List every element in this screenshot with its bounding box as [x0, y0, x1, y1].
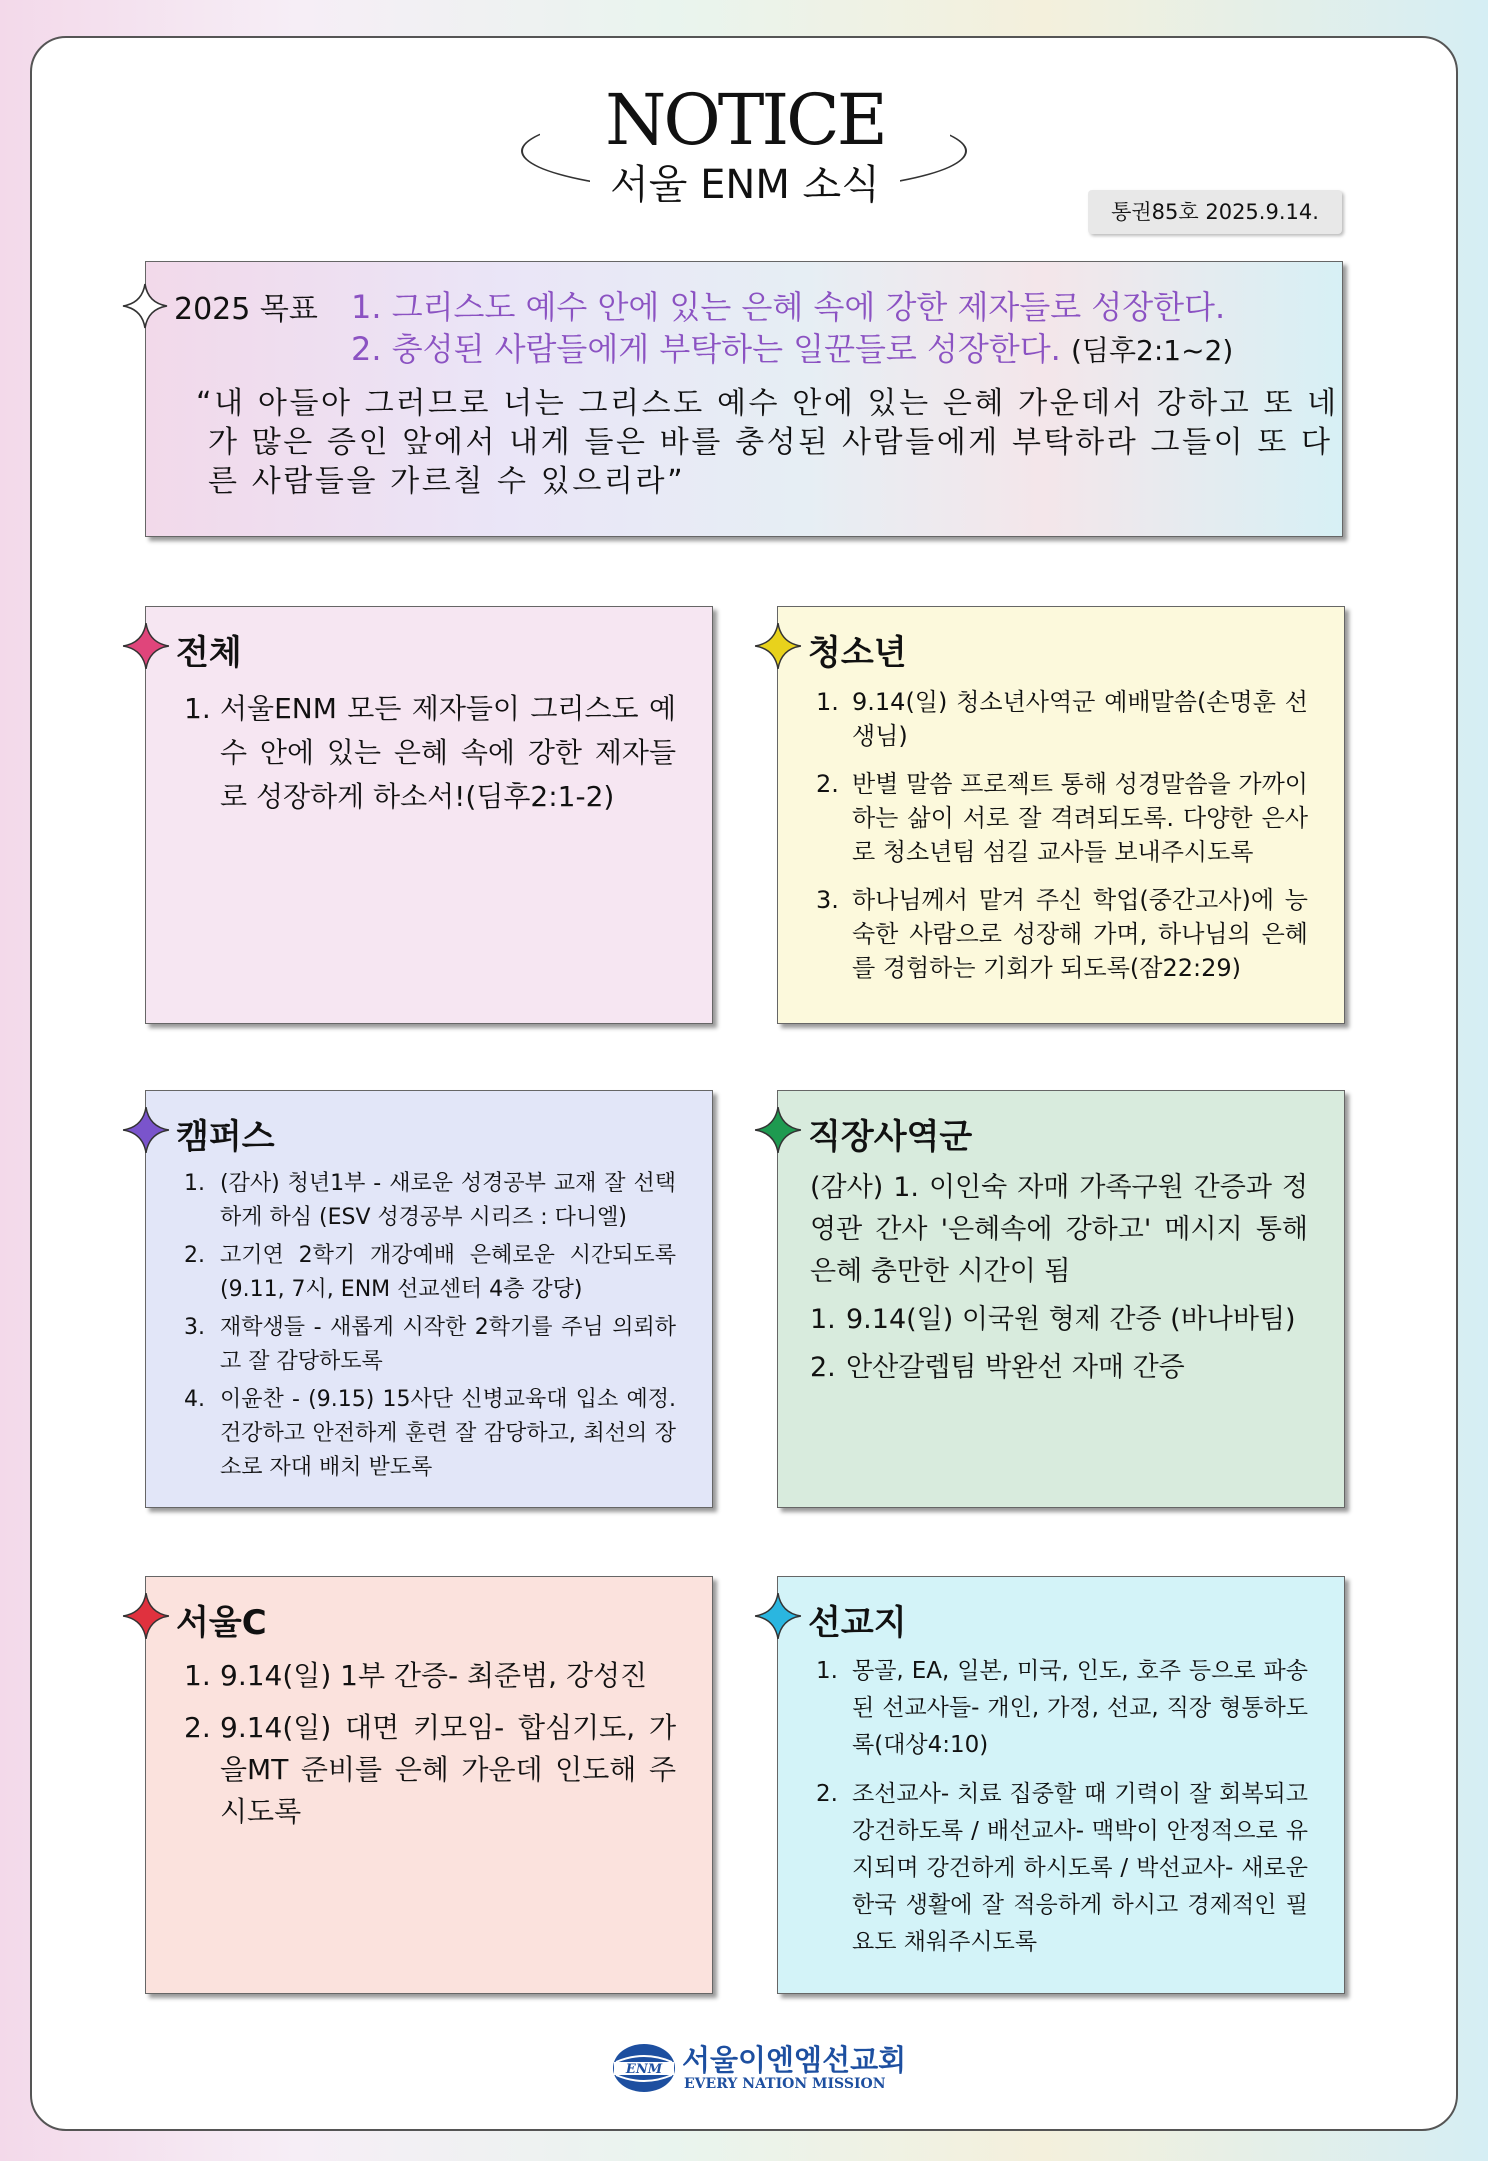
- list-item: 3. 재학생들 - 새롭게 시작한 2학기를 주님 의뢰하고 잘 감당하도록: [184, 1315, 676, 1374]
- mission-subtitle: EVERY NATION MISSION: [684, 2076, 886, 2092]
- goal-verse: [196, 384, 1339, 501]
- sparkle-red-icon: [121, 1591, 171, 1641]
- goal-line-2: [351, 324, 1233, 370]
- goal-line-2-text: 2. 충성된 사람들에게 부탁하는 일꾼들로 성장한다.: [351, 330, 1061, 368]
- list-item: 2. 9.14(일) 대면 키모임- 합심기도, 가을MT 준비를 은혜 가운데 인도해 주시도록: [184, 1711, 676, 1828]
- section-body: [184, 1167, 676, 1489]
- section-title: 직장사역군: [808, 1117, 973, 1157]
- verse-line: 른 사람들을 가르칠 수 있으리라”: [208, 464, 686, 499]
- list-item: 4. 이윤찬 - (9.15) 15사단 신병교육대 입소 예정. 건강하고 안전하게 훈련 잘 감당하고, 최선의 장소로 자대 배치 받도록: [184, 1387, 676, 1480]
- list-item: 3. 하나님께서 맡겨 주신 학업(중간고사)에 능숙한 사람으로 성장해 가며, 하나님의 은혜를 경험하는 기회가 되도록(잠22:29): [816, 886, 1308, 982]
- section-card-overall: [145, 606, 713, 1024]
- goal-label: 2025 목표: [174, 292, 318, 327]
- goal-box: [145, 261, 1343, 537]
- church-name: 서울이엔엠선교회: [682, 2043, 907, 2077]
- list-item: 1. 서울ENM 모든 제자들이 그리스도 예수 안에 있는 은혜 속에 강한 제자들로 성장하게 하소서!(딤후2:1-2): [184, 692, 676, 813]
- sparkle-green-icon: [753, 1105, 803, 1155]
- section-card-campus: [145, 1090, 713, 1508]
- section-title: 전체: [176, 633, 242, 673]
- notice-title: NOTICE: [540, 80, 950, 160]
- sparkle-outline-icon: [121, 282, 169, 330]
- verse-line: “내 아들아 그러므로 너는 그리스도 예수 안에 있는 은혜 가운데서 강하고 또 네: [196, 386, 1339, 421]
- list-item: 2. 반별 말씀 프로젝트 통해 성경말씀을 가까이하는 삶이 서로 잘 격려되도록. 다양한 은사로 청소년팀 섬길 교사들 보내주시도록: [816, 770, 1308, 866]
- list-item: 2. 안산갈렙팀 박완선 자매 간증: [810, 1352, 1185, 1383]
- list-item: 2. 고기연 2학기 개강예배 은혜로운 시간되도록(9.11, 7시, ENM 선교센터 4층 강당): [184, 1243, 676, 1302]
- list-item: 1. (감사) 청년1부 - 새로운 성경공부 교재 잘 선택하게 하심 (ESV 성경공부 시리즈 : 다니엘): [184, 1171, 676, 1230]
- section-body: [816, 1653, 1308, 1975]
- section-title: 청소년: [808, 633, 907, 673]
- list-item: 2. 조선교사- 치료 집중할 때 기력이 잘 회복되고 강건하도록 / 배선교사- 맥박이 안정적으로 유지되며 강건하게 하시도록 / 박선교사- 새로운 한국 생활에 잘 적응하게 하시고 경제적인 필요도 채워주시도록: [816, 1781, 1308, 1955]
- issue-badge: 통권85호 2025.9.14.: [1088, 190, 1342, 234]
- section-body: [810, 1167, 1308, 1403]
- section-title: 캠퍼스: [176, 1117, 275, 1157]
- sparkle-purple-icon: [121, 1105, 171, 1155]
- sparkle-pink-icon: [121, 621, 171, 671]
- section-card-mission-field: [777, 1576, 1345, 1994]
- goal-reference: (딤후2:1~2): [1070, 334, 1234, 367]
- footer-logo: [610, 2038, 907, 2098]
- section-card-seoul-c: [145, 1576, 713, 1994]
- section-title: 선교지: [808, 1603, 907, 1643]
- globe-logo-icon: [610, 2042, 678, 2094]
- logo-text: ENM: [625, 2062, 663, 2077]
- section-body: [184, 1655, 676, 1847]
- sparkle-yellow-icon: [753, 621, 803, 671]
- list-item: 1. 몽골, EA, 일본, 미국, 인도, 호주 등으로 파송된 선교사들- 개인, 가정, 선교, 직장 형통하도록(대상4:10): [816, 1658, 1308, 1758]
- section-card-youth: [777, 606, 1345, 1024]
- section-card-workplace: [777, 1090, 1345, 1508]
- notice-subtitle: 서울 ENM 소식: [590, 162, 900, 208]
- sparkle-blue-icon: [753, 1591, 803, 1641]
- list-item: 1. 9.14(일) 청소년사역군 예배말씀(손명훈 선생님): [816, 688, 1308, 750]
- thanks-item: (감사) 1. 이인숙 자매 가족구원 간증과 정영관 간사 '은혜속에 강하고' 메시지 통해 은혜 충만한 시간이 됨: [810, 1172, 1308, 1287]
- list-item: 1. 9.14(일) 1부 간증- 최준범, 강성진: [184, 1659, 648, 1692]
- list-item: 1. 9.14(일) 이국원 형제 간증 (바나바팀): [810, 1304, 1296, 1335]
- section-body: [184, 687, 676, 833]
- section-body: [816, 685, 1308, 999]
- goal-line-1: 1. 그리스도 예수 안에 있는 은혜 속에 강한 제자들로 성장한다.: [351, 288, 1226, 326]
- section-title: 서울C: [176, 1603, 267, 1643]
- verse-line: 가 많은 증인 앞에서 내게 들은 바를 충성된 사람들에게 부탁하라 그들이 또 다: [208, 425, 1333, 460]
